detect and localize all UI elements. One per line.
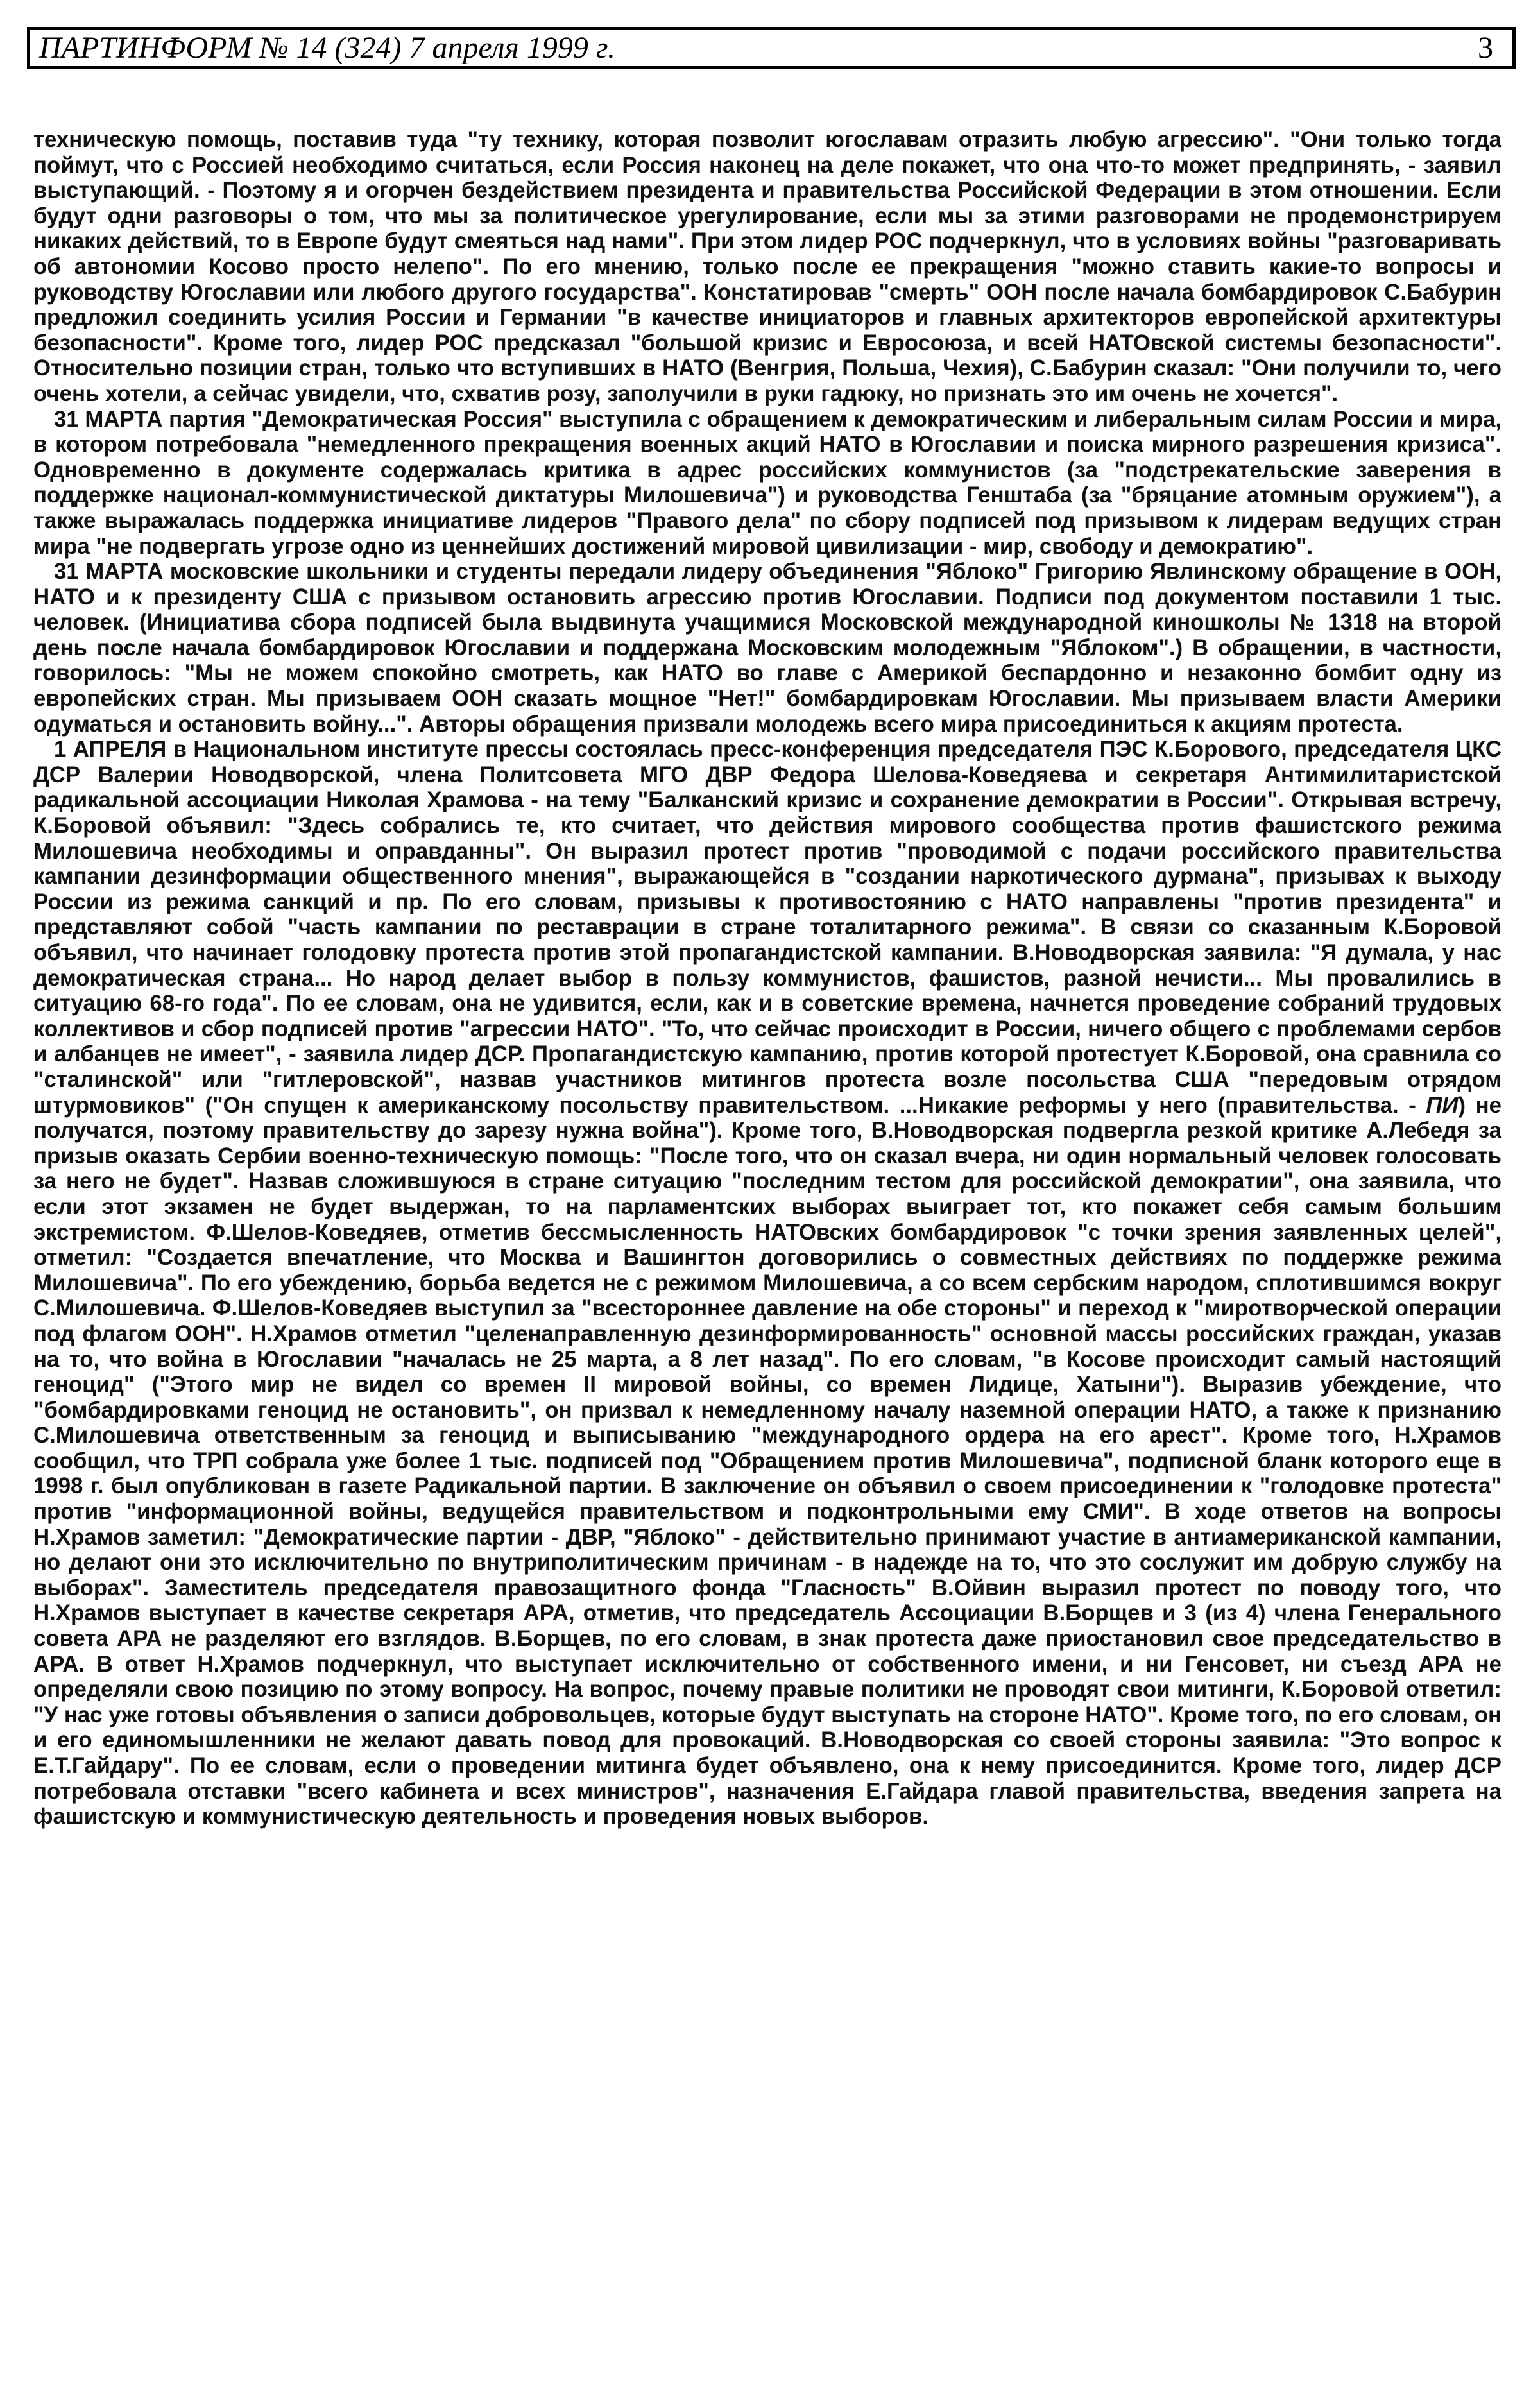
- paragraph-continuation: техническую помощь, поставив туда "ту технику, которая позволит югославам отразить любую агрессию". "Они только тогда поймут, что с Россией необходимо считаться, если Россия наконец на деле покажет, что она что-то может предпринять, - заявил выступающий. - Поэтому я и огорчен бездействием президента и правительства Российской Федерации в этом отношении. Если будут одни разговоры о том, что мы за политическое урегулирование, если мы за этими разговорами не продемонстрируем никаких действий, то в Европе будут смеяться над нами". При этом лидер РОС подчеркнул, что в условиях войны "разговаривать об автономии Косово просто нелепо". По его мнению, только после ее прекращения "можно ставить какие-то вопросы и руководству Югославии или любого другого государства". Констатировав "смерть" ООН после начала бомбардировок С.Бабурин предложил соединить усилия России и Германии "в качестве инициаторов и главных архитекторов европейской архитектуры безопасности". Кроме того, лидер РОС предсказал "большой кризис и Евросоюза, и всей НАТОвской системы безопасности". Относительно позиции стран, только что вступивших в НАТО (Венгрия, Польша, Чехия), С.Бабурин сказал: "Они получили то, чего очень хотели, а сейчас увидели, что, схватив розу, заполучили в руки гадюку, но признать это им очень не хочется".: [33, 127, 1502, 406]
- paragraph-text-part-1: 1 АПРЕЛЯ в Национальном институте прессы состоялась пресс-конференция председателя ПЭС К.Борового, председателя ЦКС ДСР Валерии Новодворской, члена Политсовета МГО ДВР Федора Шелова-Коведяева и секретаря Антимилитаристской радикальной ассоциации Николая Храмова - на тему "Балканский кризис и сохранение демократии в России". Открывая встречу, К.Боровой объявил: "Здесь собрались те, кто считает, что действия мирового сообщества против фашистского режима Милошевича необходимы и оправданны". Он выразил протест против "проводимой с подачи российского правительства кампании дезинформации общественного мнения", выражающейся в "создании наркотического дурмана", призывах к выходу России из режима санкций и пр. По его словам, призывы к противостоянию с НАТО направлены "против президента" и представляют собой "часть кампании по реставрации в стране тоталитарного режима". В связи со сказанным К.Боровой объявил, что начинает голодовку протеста против этой пропагандистской кампании. В.Новодворская заявила: "Я думала, у нас демократическая страна... Но народ делает выбор в пользу коммунистов, фашистов, разной нечисти... Мы провалились в ситуацию 68-го года". По ее словам, она не удивится, если, как и в советские времена, начнется проведение собраний трудовых коллективов и сбор подписей против "агрессии НАТО". "То, что сейчас происходит в России, ничего общего с проблемами сербов и албанцев не имеет", - заявила лидер ДСР. Пропагандистскую кампанию, против которой протестует К.Боровой, она сравнила со "сталинской" или "гитлеровской", назвав участников митингов протеста возле посольства США "передовым отрядом штурмовиков" ("Он спущен к американскому посольству правительством. ...Никакие реформы у него (правительства. -: [33, 737, 1502, 1118]
- paragraph-1-april-press-conference: [33, 737, 1502, 1829]
- paragraph-31-march-dem-russia: 31 МАРТА партия "Демократическая Россия" выступила с обращением к демократическим и либеральным силам России и мира, в котором потребовала "немедленного прекращения военных акций НАТО в Югославии и поиска мирного разрешения кризиса". Одновременно в документе содержалась критика в адрес российских коммунистов (за "подстрекательские заверения в поддержке национал-коммунистической диктатуры Милошевича") и руководства Генштаба (за "бряцание атомным оружием"), а также выражалась поддержка инициативе лидеров "Правого дела" по сбору подписей под призывом к лидерам ведущих стран мира "не подвергать угрозе одно из ценнейших достижений мировой цивилизации - мир, свободу и демократию".: [33, 406, 1502, 559]
- paragraph-31-march-students: 31 МАРТА московские школьники и студенты передали лидеру объединения "Яблоко" Григорию Явлинскому обращение в ООН, НАТО и к президенту США с призывом остановить агрессию против Югославии. Подписи под документом поставили 1 тыс. человек. (Инициатива сбора подписей была выдвинута учащимися Московской международной киношколы № 1318 на второй день после начала бомбардировок Югославии и поддержана Московским молодежным "Яблоком".) В обращении, в частности, говорилось: "Мы не можем спокойно смотреть, как НАТО во главе с Америкой беспардонно и незаконно бомбит одну из европейских стран. Мы призываем ООН сказать мощное "Нет!" бомбардировкам Югославии. Мы призываем власти Америки одуматься и остановить войну...". Авторы обращения призвали молодежь всего мира присоединиться к акциям протеста.: [33, 559, 1502, 737]
- italic-abbreviation: ПИ: [1426, 1092, 1459, 1118]
- paragraph-text-part-2: ) не получатся, поэтому правительству до зарезу нужна война"). Кроме того, В.Новодворская подвергла резкой критике А.Лебедя за призыв оказать Сербии военно-техническую помощь: "После того, что он сказал вчера, ни один нормальный человек голосовать за него не будет". Назвав сложившуюся в стране ситуацию "последним тестом для российской демократии", она заявила, что если этот экзамен не будет выдержан, то на парламентских выборах выиграет тот, кто покажет себя самым большим экстремистом. Ф.Шелов-Коведяев, отметив бессмысленность НАТОвских бомбардировок "с точки зрения заявленных целей", отметил: "Создается впечатление, что Москва и Вашингтон договорились о совместных действиях по поддержке режима Милошевича". По его убеждению, борьба ведется не с режимом Милошевича, а со всем сербским народом, сплотившимся вокруг С.Милошевича. Ф.Шелов-Коведяев выступил за "всестороннее давление на обе стороны" и переход к "миротворческой операции под флагом ООН". Н.Храмов отметил "целенаправленную дезинформированность" основной массы российских граждан, указав на то, что война в Югославии "началась не 25 марта, а 8 лет назад". По его словам, "в Косове происходит самый настоящий геноцид" ("Этого мир не видел со времен II мировой войны, со времен Лидице, Хатыни"). Выразив убеждение, что "бомбардировками геноцид не остановить", он призвал к немедленному началу наземной операции НАТО, а также к признанию С.Милошевича ответственным за геноцид и выписыванию "международного ордера на его арест". Кроме того, Н.Храмов сообщил, что ТРП собрала уже более 1 тыс. подписей под "Обращением против Милошевича", подписной бланк которого еще в 1998 г. был опубликован в газете Радикальной партии. В заключение он объявил о своем присоединении к "голодовке протеста" против "информационной войны, ведущейся правительством и подконтрольными ему СМИ". В ходе ответов на вопросы Н.Храмов заметил: "Демократические партии - ДВР, "Яблоко" - действительно принимают участие в антиамериканской кампании, но делают они это исключительно по внутриполитическим причинам - в надежде на то, что это сослужит им добрую службу на выборах". Заместитель председателя правозащитного фонда "Гласность" В.Ойвин выразил протест по поводу того, что Н.Храмов выступает в качестве секретаря АРА, отметив, что председатель Ассоциации В.Борщев и 3 (из 4) члена Генерального совета АРА не разделяют его взглядов. В.Борщев, по его словам, в знак протеста даже приостановил свое председательство в АРА. В ответ Н.Храмов подчеркнул, что выступает исключительно от собственного имени, и ни Генсовет, ни съезд АРА не определяли свою позицию по этому вопросу. На вопрос, почему правые политики не проводят свои митинги, К.Боровой ответил: "У нас уже готовы объявления о записи добровольцев, которые будут выступать на стороне НАТО". Кроме того, по его словам, он и его единомышленники не желают давать повод для провокаций. В.Новодворская со своей стороны заявила: "Это вопрос к Е.Т.Гайдару". По ее словам, если о проведении митинга будет объявлено, она к нему присоединится. Кроме того, лидер ДСР потребовала отставки "всего кабинета и всех министров", назначения Е.Гайдара главой правительства, введения запрета на фашистскую и коммунистическую деятельность и проведения новых выборов.: [33, 1092, 1502, 1829]
- page-number: 3: [1478, 31, 1493, 65]
- article-body: [33, 127, 1502, 1829]
- page-header: [27, 27, 1516, 69]
- header-title: ПАРТИНФОРМ № 14 (324) 7 апреля 1999 г.: [39, 31, 615, 65]
